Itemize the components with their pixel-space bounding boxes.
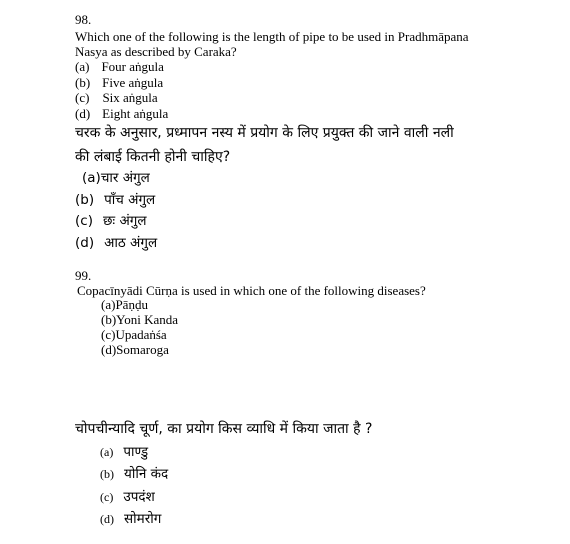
- question-98-text-hi-line2: की लंबाई कितनी होनी चाहिए?: [75, 149, 231, 165]
- option-label: (c): [75, 213, 93, 229]
- q99-option-hi-d: [100, 509, 161, 527]
- question-98-text-en-line1: Which one of the following is the length of pipe to be used in Pradhmāpana: [75, 29, 469, 44]
- question-99-text-en: Copacīnyādi Cūrṇa is used in which one of the following diseases?: [77, 283, 426, 298]
- q99-option-en-c: [101, 327, 167, 343]
- option-text: योनि कंद: [124, 466, 169, 482]
- option-text: पाँच अंगुल: [104, 192, 156, 208]
- q98-option-hi-c: [75, 211, 147, 229]
- option-label: (b): [75, 75, 91, 90]
- option-label: (d): [100, 512, 114, 526]
- option-text: चार अंगुल: [100, 170, 150, 186]
- option-text: Six aṅgula: [102, 90, 158, 105]
- question-98-text-en-line2: Nasya as described by Caraka?: [75, 44, 237, 59]
- q98-option-hi-d: [75, 233, 157, 251]
- q99-option-en-a: [101, 297, 148, 313]
- option-text: Somaroga: [116, 342, 169, 357]
- option-label: (d): [101, 342, 117, 357]
- q99-option-hi-a: [100, 442, 148, 460]
- option-label: (b): [75, 192, 95, 208]
- option-text: Yoni Kanda: [116, 312, 179, 327]
- option-label: (a): [100, 445, 114, 459]
- option-label: (b): [100, 467, 114, 481]
- option-label: (a): [75, 59, 90, 74]
- question-98-number: 98.: [75, 12, 92, 27]
- option-text: सोमरोग: [124, 511, 162, 527]
- q99-option-en-b: [101, 312, 178, 328]
- q99-option-hi-c: [100, 487, 155, 505]
- option-label: (d): [75, 106, 91, 121]
- option-label: (c): [75, 90, 90, 105]
- option-label: (a): [82, 170, 101, 186]
- option-text: Four aṅgula: [101, 59, 164, 74]
- option-text: Upadaṅśa: [115, 327, 167, 342]
- question-98-text-hi-line1: चरक के अनुसार, प्रध्मापन नस्य में प्रयोग के लिए प्रयुक्त की जाने वाली नली: [75, 125, 454, 141]
- q98-option-en-c: [75, 90, 158, 106]
- q98-option-hi-b: [75, 190, 155, 208]
- q98-option-en-b: [75, 75, 163, 91]
- q98-option-en-d: [75, 106, 168, 122]
- q99-option-hi-b: [100, 464, 168, 482]
- option-label: (c): [101, 327, 116, 342]
- option-label: (c): [100, 490, 114, 504]
- option-label: (a): [101, 297, 116, 312]
- option-text: Pāṇḍu: [115, 297, 148, 312]
- question-99-number: 99.: [75, 268, 92, 283]
- option-text: Eight aṅgula: [102, 106, 169, 121]
- option-text: पाण्डु: [123, 444, 149, 460]
- option-text: उपदंश: [123, 489, 155, 505]
- q98-option-hi-a: [82, 168, 150, 186]
- option-label: (d): [75, 235, 95, 251]
- option-label: (b): [101, 312, 117, 327]
- option-text: आठ अंगुल: [104, 235, 158, 251]
- option-text: Five aṅgula: [102, 75, 164, 90]
- question-99-text-hi: चोपचीन्यादि चूर्ण, का प्रयोग किस व्याधि में किया जाता है ?: [75, 421, 373, 437]
- option-text: छः अंगुल: [102, 213, 147, 229]
- q99-option-en-d: [101, 342, 169, 358]
- q98-option-en-a: [75, 59, 164, 75]
